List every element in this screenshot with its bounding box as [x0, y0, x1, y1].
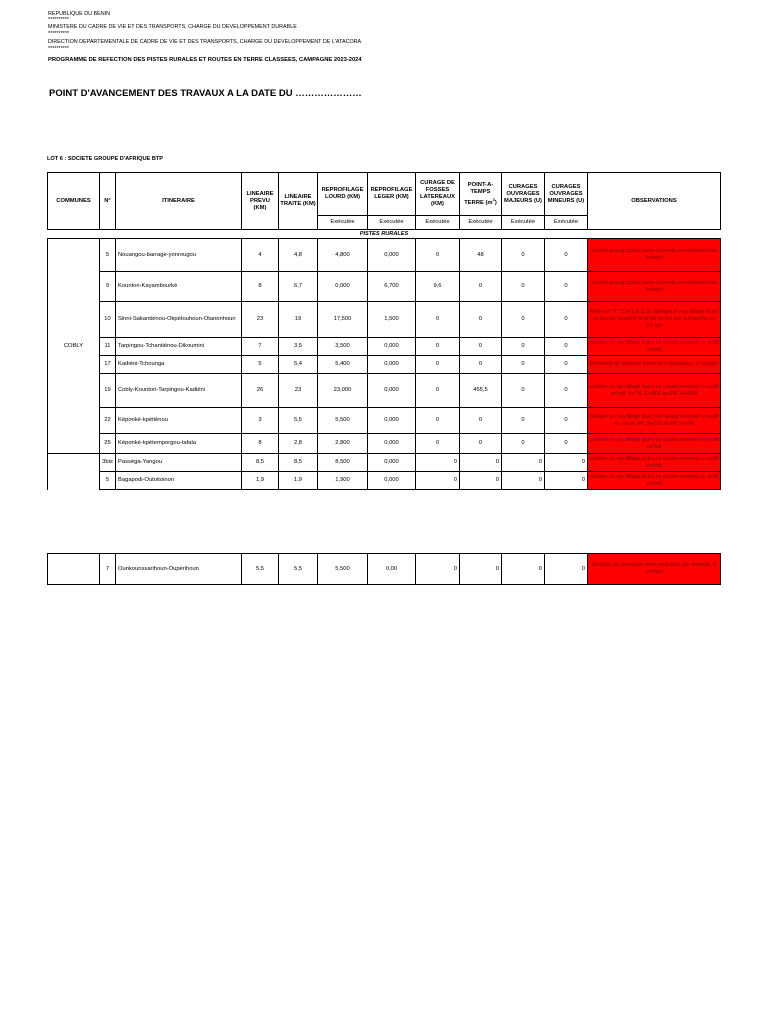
col-ouvrages-majeurs: CURAGES OUVRAGES MAJEURS (U)	[502, 173, 545, 216]
row-reprofilage-lourd: 2,800	[318, 434, 368, 454]
row-ouvrages-majeurs: 0	[502, 239, 545, 272]
row-ouvrages-mineurs: 0	[545, 454, 588, 472]
table-row	[48, 472, 721, 490]
row-point-a-temps: 0	[460, 338, 502, 356]
row-reprofilage-leger: 0,00	[368, 554, 416, 585]
row-reprofilage-leger: 6,700	[368, 272, 416, 302]
row-reprofilage-leger: 0,000	[368, 434, 416, 454]
row-ouvrages-mineurs: 0	[545, 356, 588, 374]
header-stars-3: **********	[48, 46, 69, 52]
row-reprofilage-leger: 0,000	[368, 356, 416, 374]
section-pistes-rurales: PISTES RURALES	[48, 230, 721, 239]
row-lineaire-traite: 2,8	[279, 434, 318, 454]
row-lineaire-traite: 5,4	[279, 356, 318, 374]
row-ouvrages-mineurs: 0	[545, 434, 588, 454]
row-point-a-temps: 0	[460, 272, 502, 302]
lot-label: LOT 6 : SOCIETE GROUPE D'AFRIQUE BTP	[47, 156, 164, 162]
row-curage: 0	[416, 472, 460, 490]
row-point-a-temps: 0	[460, 356, 502, 374]
row-observation: Fossés peu profonds (faire ressortir correctement les fossés)	[588, 239, 721, 272]
row-reprofilage-leger: 0,000	[368, 472, 416, 490]
row-observation: parfaire le reprofilage lourd en faisant ressortir le profil en toit	[588, 338, 721, 356]
row-lineaire-traite: 23	[279, 374, 318, 408]
row-lineaire-traite: 8,5	[279, 454, 318, 472]
row-observation: parfaire le reprofilage lourd en faisant ressortir le profil en toit	[588, 434, 721, 454]
row-observation: Fossés peu profonds (faire ressortir correctement les fossés)	[588, 272, 721, 302]
row-itineraire: Tarpingou-Tchantiénou-Dikoumini	[116, 338, 242, 356]
row-curage: 9,6	[416, 272, 460, 302]
table-row	[48, 356, 721, 374]
header-stars-1: **********	[48, 17, 69, 23]
executee-label: Exécutée	[318, 216, 368, 230]
col-point-a-temps	[460, 173, 502, 216]
row-ouvrages-majeurs: 0	[502, 272, 545, 302]
col-point-a-temps-unit: TERRE (m	[464, 199, 493, 206]
row-observation: parfaire le reprofilage lourd en faisant ressortir le profil en toit du PK 11+800 au PK 14+500	[588, 374, 721, 408]
row-itineraire: Kèponkè-kpètiènou	[116, 408, 242, 434]
row-lineaire-prevu: 8	[242, 434, 279, 454]
col-lineaire-prevu: LINEAIRE PREVU (KM)	[242, 173, 279, 230]
row-ouvrages-mineurs: 0	[545, 472, 588, 490]
row-reprofilage-lourd: 0,000	[318, 272, 368, 302]
commune-cell: COBLY	[48, 239, 100, 454]
row-reprofilage-leger: 0,000	[368, 239, 416, 272]
table-row	[48, 554, 721, 585]
row-lineaire-traite: 5,5	[279, 554, 318, 585]
row-lineaire-traite: 3,5	[279, 338, 318, 356]
commune-cell	[48, 554, 100, 585]
row-curage: 0	[416, 374, 460, 408]
col-lineaire-traite: LINEAIRE TRAITE (KM)	[279, 173, 318, 230]
table-row	[48, 454, 721, 472]
row-reprofilage-lourd: 23,000	[318, 374, 368, 408]
row-reprofilage-lourd: 1,900	[318, 472, 368, 490]
col-point-a-temps-sup: 3	[492, 196, 495, 202]
table-row	[48, 434, 721, 454]
row-lineaire-traite: 5,5	[279, 408, 318, 434]
row-ouvrages-mineurs: 0	[545, 272, 588, 302]
row-itineraire: Passèga-Yangou	[116, 454, 242, 472]
col-curage-fosses: CURAGE DE FOSSES LATEREAUX (KM)	[416, 173, 460, 216]
row-lineaire-prevu: 1,9	[242, 472, 279, 490]
col-ouvrages-mineurs: CURAGES OUVRAGES MINEURS (U)	[545, 173, 588, 216]
row-lineaire-traite: 4,8	[279, 239, 318, 272]
row-ouvrages-majeurs: 0	[502, 554, 545, 585]
progress-table-continued	[47, 553, 721, 585]
row-number: 3bis	[100, 454, 116, 472]
executee-label: Exécutée	[368, 216, 416, 230]
col-point-a-temps-close: )	[494, 199, 497, 206]
row-number: 19	[100, 374, 116, 408]
row-lineaire-prevu: 23	[242, 302, 279, 338]
row-lineaire-traite: 1,9	[279, 472, 318, 490]
row-ouvrages-mineurs: 0	[545, 338, 588, 356]
row-lineaire-prevu: 7	[242, 338, 279, 356]
row-ouvrages-majeurs: 0	[502, 434, 545, 454]
row-reprofilage-leger: 1,500	[368, 302, 416, 338]
row-itineraire: Bagapodi-Outoitoinon	[116, 472, 242, 490]
row-number: 22	[100, 408, 116, 434]
row-lineaire-prevu: 8,5	[242, 454, 279, 472]
header-stars-2: **********	[48, 31, 69, 37]
row-itineraire: Kadiéni-Tchounga	[116, 356, 242, 374]
row-reprofilage-lourd: 5,400	[318, 356, 368, 374]
row-ouvrages-mineurs: 0	[545, 374, 588, 408]
row-ouvrages-majeurs: 0	[502, 356, 545, 374]
header-direction: DIRECTION DEPARTEMENTALE DE CADRE DE VIE ET DES TRANSPORTS, CHARGE DU DEVELOPPEMENT DE L'ATACORA	[48, 39, 362, 45]
row-ouvrages-mineurs: 0	[545, 554, 588, 585]
row-reprofilage-leger: 0,000	[368, 374, 416, 408]
row-point-a-temps: 0	[460, 554, 502, 585]
col-point-a-temps-label: POINT-A-TEMPS	[467, 181, 494, 195]
col-itineraire: ITINERAIRE	[116, 173, 242, 230]
row-observation: Piste en "Y" (13+1,5+2,5), parfaire le reprofilage lourd en faisant ressortir le profil en toit sur la branche de 2,5 km	[588, 302, 721, 338]
row-reprofilage-leger: 0,000	[368, 454, 416, 472]
row-itineraire: Nouangou-barrage-yonrougou	[116, 239, 242, 272]
row-observation: parfaire le reprofilage lourd en faisant ressortir le profil en toit	[588, 472, 721, 490]
row-observation: Présence de sections fortement dégradées, à corriger	[588, 356, 721, 374]
row-itineraire: Kèponkè-kpètemporgou-tafala	[116, 434, 242, 454]
progress-table	[47, 172, 721, 490]
row-point-a-temps: 48	[460, 239, 502, 272]
executee-label: Exécutée	[545, 216, 588, 230]
row-reprofilage-lourd: 8,500	[318, 454, 368, 472]
page-title: POINT D'AVANCEMENT DES TRAVAUX A LA DATE DU …………………	[49, 88, 362, 99]
row-point-a-temps: 455,5	[460, 374, 502, 408]
row-ouvrages-majeurs: 0	[502, 374, 545, 408]
row-point-a-temps: 0	[460, 302, 502, 338]
row-reprofilage-lourd: 17,500	[318, 302, 368, 338]
row-lineaire-prevu: 5,5	[242, 554, 279, 585]
header-ministere: MINISTERE DU CADRE DE VIE ET DES TRANSPORTS, CHARGE DU DEVELOPPEMENT DURABLE	[48, 24, 297, 30]
row-ouvrages-majeurs: 0	[502, 408, 545, 434]
col-communes: COMMUNES	[48, 173, 100, 230]
row-itineraire: Cobly-Kountori-Tarpingou-Kadiéni	[116, 374, 242, 408]
executee-label: Exécutée	[460, 216, 502, 230]
row-number: 17	[100, 356, 116, 374]
commune-cell	[48, 454, 100, 490]
row-lineaire-traite: 19	[279, 302, 318, 338]
row-itineraire: Ounkounssarihoun-Oupérihoun	[116, 554, 242, 585]
row-lineaire-prevu: 5	[242, 356, 279, 374]
row-curage: 0	[416, 434, 460, 454]
row-lineaire-prevu: 3	[242, 408, 279, 434]
row-reprofilage-lourd: 4,800	[318, 239, 368, 272]
row-itineraire: Kountori-Kayambourkè	[116, 272, 242, 302]
row-point-a-temps: 0	[460, 434, 502, 454]
row-point-a-temps: 0	[460, 454, 502, 472]
table-row	[48, 338, 721, 356]
row-number: 7	[100, 554, 116, 585]
row-reprofilage-lourd: 5,500	[318, 554, 368, 585]
header-republique: REPUBLIQUE DU BENIN	[48, 11, 111, 17]
row-ouvrages-mineurs: 0	[545, 302, 588, 338]
row-curage: 0	[416, 554, 460, 585]
row-number: 25	[100, 434, 116, 454]
row-reprofilage-lourd: 5,500	[318, 408, 368, 434]
table-row	[48, 239, 721, 272]
table-row	[48, 272, 721, 302]
row-curage: 0	[416, 239, 460, 272]
row-lineaire-prevu: 8	[242, 272, 279, 302]
row-number: 10	[100, 302, 116, 338]
row-curage: 0	[416, 302, 460, 338]
row-point-a-temps: 0	[460, 472, 502, 490]
executee-label: Exécutée	[502, 216, 545, 230]
row-reprofilage-lourd: 3,500	[318, 338, 368, 356]
row-lineaire-prevu: 26	[242, 374, 279, 408]
row-lineaire-prevu: 4	[242, 239, 279, 272]
row-ouvrages-mineurs: 0	[545, 408, 588, 434]
row-ouvrages-majeurs: 0	[502, 472, 545, 490]
row-reprofilage-leger: 0,000	[368, 408, 416, 434]
row-point-a-temps: 0	[460, 408, 502, 434]
col-num: N°	[100, 173, 116, 230]
row-observation: parfaire le reprofilage lourd en faisant ressortir le profil en toit	[588, 454, 721, 472]
col-reprofilage-leger: REPROFILAGE LEGER (KM)	[368, 173, 416, 216]
table-row	[48, 374, 721, 408]
row-number: 9	[100, 272, 116, 302]
row-lineaire-traite: 6,7	[279, 272, 318, 302]
row-ouvrages-mineurs: 0	[545, 239, 588, 272]
row-ouvrages-majeurs: 0	[502, 302, 545, 338]
programme-title: PROGRAMME DE REFECTION DES PISTES RURALES ET ROUTES EN TERRE CLASSEES, CAMPAGNE 2023-2024	[48, 57, 362, 63]
row-curage: 0	[416, 408, 460, 434]
col-reprofilage-lourd: REPROFILAGE LOURD (KM)	[318, 173, 368, 216]
row-curage: 0	[416, 454, 460, 472]
row-number: 5	[100, 472, 116, 490]
executee-label: Exécutée	[416, 216, 460, 230]
row-reprofilage-leger: 0,000	[368, 338, 416, 356]
row-itineraire: Sinni-Sakantiénou-Okpètouhoun-Otanonhoun	[116, 302, 242, 338]
row-observation: parfaire le reprofilage lourd en faisant ressortir le profil en toit du PK 3+000 au PK 5+500	[588, 408, 721, 434]
row-ouvrages-majeurs: 0	[502, 454, 545, 472]
table-row	[48, 302, 721, 338]
row-curage: 0	[416, 338, 460, 356]
col-observations: OBSERVATIONS	[588, 173, 721, 230]
row-ouvrages-majeurs: 0	[502, 338, 545, 356]
row-number: 5	[100, 239, 116, 272]
row-curage: 0	[416, 356, 460, 374]
row-number: 11	[100, 338, 116, 356]
table-row	[48, 408, 721, 434]
row-observation: Fossés peu profonds voire inexistant par endroits, à corriger	[588, 554, 721, 585]
